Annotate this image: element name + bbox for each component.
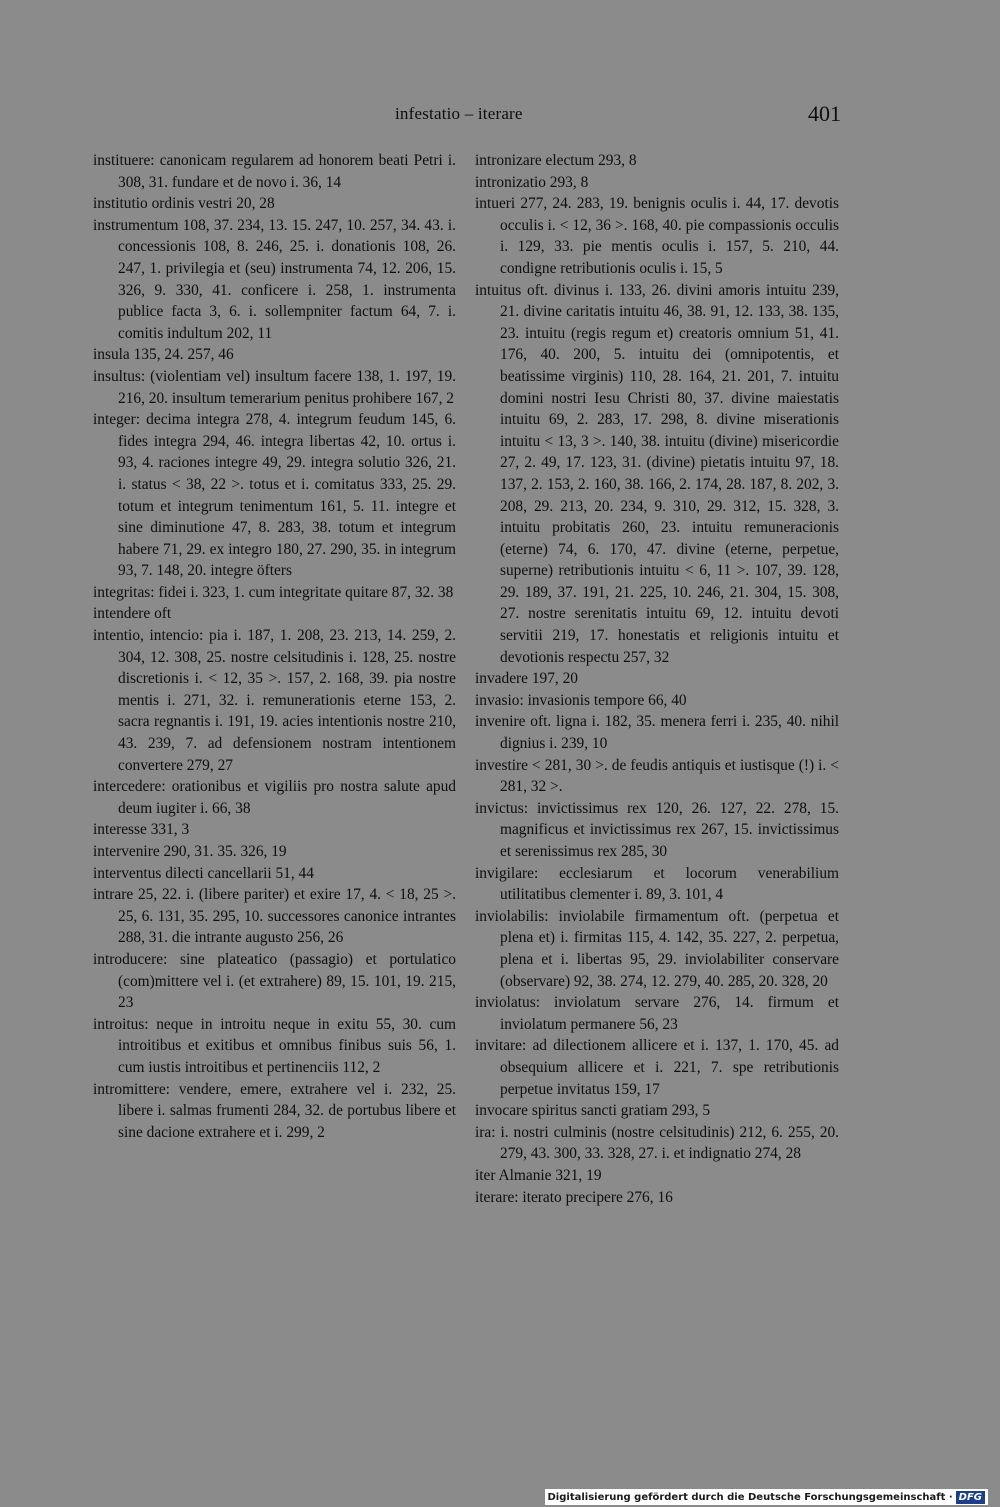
index-entry: invocare spiritus sancti gratiam 293, 5	[475, 1102, 711, 1120]
running-head	[0, 101, 1000, 128]
index-entry: investire < 281, 30 >. de feudis antiquis et iustisque (!) i. < 281, 32 >.	[475, 756, 839, 796]
index-entry: iter Almanie 321, 19	[475, 1166, 602, 1184]
index-entry: intentio, intencio: pia i. 187, 1. 208, 23. 213, 14. 259, 2. 304, 12. 308, 25. nostre celsitudinis i. 128, 25. nostre discretionis i. < 12, 35 >. 157, 2. 168, 39. pia nostre mentis i. 271, 32. i. remunerationis eterne 153, 2. sacra regnantis i. 191, 19. acies intentionis nostre 210, 43. 239, 7. ad defensionem nostram intentionem convertere 279, 27	[93, 627, 456, 774]
index-entry: interventus dilecti cancellarii 51, 44	[93, 864, 314, 882]
index-entry: ira: i. nostri culminis (nostre celsitudinis) 212, 6. 255, 20. 279, 43. 300, 33. 328, 27. i. et indignatio 274, 28	[475, 1123, 839, 1163]
index-entry: integer: decima integra 278, 4. integrum feudum 145, 6. fides integra 294, 46. integra libertas 42, 10. ortus i. 93, 4. raciones integre 49, 29. integra solutio 326, 21. i. status < 38, 22 >. totus et i. comitatus 333, 25. 29. totum et integrum tenimentum 161, 5. 11. integre et sine diminutione 47, 8. 283, 38. totum et integrum habere 71, 29. ex integro 180, 27. 290, 35. in integrum 93, 7. 148, 20. integre öfters	[93, 411, 456, 580]
index-entry: intervenire 290, 31. 35. 326, 19	[93, 843, 287, 860]
index-entry: invigilare: ecclesiarum et locorum venerabilium utilitatibus clementer i. 89, 3. 101, 4	[475, 864, 839, 904]
funding-footer	[545, 1489, 989, 1505]
page-number: 401	[808, 101, 841, 126]
index-entry: intueri 277, 24. 283, 19. benignis oculis i. 44, 17. devotis occulis i. < 12, 36 >. 168, 40. pie compassionis occulis i. 129, 33. pie mentis oculis i. 157, 5. 210, 44. condigne retributionis oculis i. 15, 5	[475, 195, 839, 277]
index-entry: instituere: canonicam regularem ad honorem beati Petri i. 308, 31. fundare et de novo i. 36, 14	[93, 152, 456, 191]
index-column-left	[93, 150, 456, 1143]
index-entry: intercedere: orationibus et vigiliis pro nostra salute apud deum iugiter i. 66, 38	[93, 778, 456, 817]
index-entry: insula 135, 24. 257, 46	[93, 346, 234, 364]
index-entry: intromittere: vendere, emere, extrahere vel i. 232, 25. libere i. salmas frumenti 284, 32. de portubus libere et sine dacione extrahere et i. 299, 2	[93, 1080, 456, 1141]
funding-note: Digitalisierung gefördert durch die Deutsche Forschungsgemeinschaft ·	[547, 1491, 953, 1503]
index-entry: instrumentum 108, 37. 234, 13. 15. 247, 10. 257, 34. 43. i. concessionis 108, 8. 246, 25. i. donationis 108, 26. 247, 1. privilegia et (seu) instrumenta 74, 12. 206, 15. 326, 9. 330, 41. conficere i. 258, 1. instrumenta publice facta 3, 6. i. sollempniter factum 64, 7. i. comitis indultum 202, 11	[93, 216, 456, 342]
index-entry: interesse 331, 3	[93, 821, 190, 839]
index-entry: insultus: (violentiam vel) insultum facere 138, 1. 197, 19. 216, 20. insultum temerarium penitus prohibere 167, 2	[93, 367, 456, 407]
index-entry: inviolatus: inviolatum servare 276, 14. firmum et inviolatum permanere 56, 23	[475, 994, 839, 1033]
index-entry: inviolabilis: inviolabile firmamentum oft. (perpetua et plena et) i. firmitas 115, 4. 142, 35. 227, 2. perpetua, plena et i. libertas 95, 29. inviolabiliter conservare (observare) 92, 38. 274, 12. 279, 40. 285, 20. 328, 20	[475, 907, 839, 990]
index-entry: intuitus oft. divinus i. 133, 26. divini amoris intuitu 239, 21. divine caritatis intuitu 46, 38. 91, 12. 133, 38. 135, 23. intuitu (regis regum et) creatoris omnium 51, 41. 176, 40. 200, 5. intuitu dei (omnipotentis, et beatissime virginis) 110, 28. 164, 21. 201, 7. intuitu domini nostri Iesu Christi 80, 37. divine maiestatis intuitu 69, 2. 283, 17. 298, 8. divine miserationis intuitu < 13, 3 >. 140, 38. intuitu (divine) misericordie 27, 2. 49, 17. 123, 31. (divine) pietatis intuitu 97, 18. 137, 2. 153, 2. 160, 38. 166, 2. 174, 28. 187, 8. 202, 3. 208, 29. 213, 20. 234, 9. 310, 29. 312, 15. 328, 3. intuitu probitatis 260, 23. intuitu remuneracionis (eterne) 74, 6. 170, 47. divine (eterne, perpetue, superne) retributionis intuitu < 6, 11 >. 107, 39. 128, 29. 189, 37. 191, 21. 225, 10. 246, 21. 304, 15. 308, 27. nostre serenitatis intuitu 69, 12. intuitu devoti servitii 219, 17. honestatis et religionis intuitu et devotionis respectu 257, 32	[475, 281, 839, 666]
index-entry: integritas: fidei i. 323, 1. cum integritate quitare 87, 32. 38	[93, 583, 454, 601]
index-column-right	[475, 150, 839, 1208]
index-entry: institutio ordinis vestri 20, 28	[93, 195, 275, 213]
running-head-title: infestatio – iterare	[395, 104, 523, 123]
index-entry: introducere: sine plateatico (passagio) et portulatico (com)mittere vel i. (et extrahere) 89, 15. 101, 19. 215, 23	[93, 950, 456, 1012]
index-entry: intendere oft	[93, 605, 172, 623]
index-entry: invenire oft. ligna i. 182, 35. menera ferri i. 235, 40. nihil dignius i. 239, 10	[475, 713, 839, 753]
index-entry: intronizare electum 293, 8	[475, 152, 637, 169]
index-entry: invasio: invasionis tempore 66, 40	[475, 691, 687, 709]
index-entry: invitare: ad dilectionem allicere et i. 137, 1. 170, 45. ad obsequium allicere et i. 221, 7. spe retributionis perpetue invitatus 159, 17	[475, 1037, 839, 1098]
index-entry: introitus: neque in introitu neque in exitu 55, 30. cum introitibus et exitibus et omnibus finibus suis 56, 1. cum iustis introitibus et pertinenciis 112, 2	[93, 1015, 456, 1076]
index-entry: invictus: invictissimus rex 120, 26. 127, 22. 278, 15. magnificus et invictissimus rex 267, 15. invictissimus et serenissimus rex 285, 30	[475, 799, 839, 860]
index-entry: iterare: iterato precipere 276, 16	[475, 1188, 673, 1206]
index-entry: intrare 25, 22. i. (libere pariter) et exire 17, 4. < 18, 25 >. 25, 6. 131, 35. 295, 10. successores canonice intrantes 288, 31. die intrante augusto 256, 26	[93, 886, 456, 947]
dfg-logo: DFG	[956, 1491, 985, 1504]
index-entry: intronizatio 293, 8	[475, 173, 589, 191]
index-entry: invadere 197, 20	[475, 670, 578, 688]
